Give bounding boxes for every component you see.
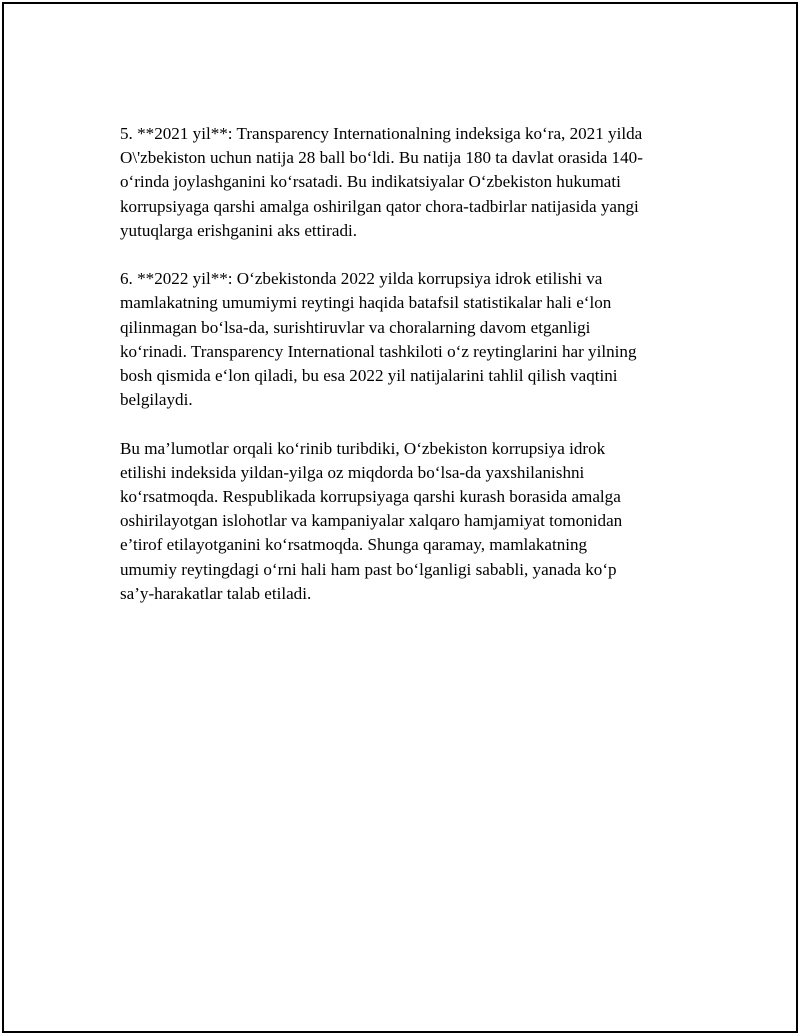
text-line: 5. **2021 yil**: Transparency Internationalning indeksiga ko‘ra, 2021 yilda	[120, 124, 643, 143]
text-line: belgilaydi.	[120, 390, 193, 410]
text-line: mamlakatning umumiymi reytingi haqida batafsil statistikalar hali e‘lon	[120, 293, 612, 313]
text-line: sa’y-harakatlar talab etiladi.	[120, 583, 312, 603]
text-line: o‘rinda joylashganini ko‘rsatadi. Bu indikatsiyalar O‘zbekiston hukumati	[120, 172, 621, 192]
text-line: etilishi indeksida yildan-yilga oz miqdorda bo‘lsa-da yaxshilanishni	[120, 462, 585, 482]
text-line: qilinmagan bo‘lsa-da, surishtiruvlar va choralarning davom etganligi	[120, 317, 591, 337]
page-frame	[2, 2, 798, 1033]
text-line: korrupsiyaga qarshi amalga oshirilgan qator chora-tadbirlar natijasida yangi	[120, 196, 639, 216]
document-body	[120, 122, 690, 630]
text-line: oshirilayotgan islohotlar va kampaniyalar xalqaro hamjamiyat tomonidan	[120, 511, 623, 531]
text-line: yutuqlarga erishganini aks ettiradi.	[120, 220, 358, 240]
text-line: e’tirof etilayotganini ko‘rsatmoqda. Shunga qaramay, mamlakatning	[120, 535, 588, 555]
text-line: O\'zbekiston uchun natija 28 ball bo‘ldi. Bu natija 180 ta davlat orasida 140-	[120, 148, 643, 168]
text-line: ko‘rinadi. Transparency International tashkiloti o‘z reytinglarini har yilning	[120, 341, 637, 361]
paragraph-2022	[120, 267, 690, 412]
paragraph-conclusion	[120, 437, 690, 606]
text-line: Bu ma’lumotlar orqali ko‘rinib turibdiki, O‘zbekiston korrupsiya idrok	[120, 438, 606, 458]
text-line: umumiy reytingdagi o‘rni hali ham past bo‘lganligi sababli, yanada ko‘p	[120, 559, 617, 579]
text-line: 6. **2022 yil**: O‘zbekistonda 2022 yilda korrupsiya idrok etilishi va	[120, 269, 603, 289]
text-line: bosh qismida e‘lon qiladi, bu esa 2022 yil natijalarini tahlil qilish vaqtini	[120, 366, 618, 386]
paragraph-2021	[120, 122, 690, 243]
text-line: ko‘rsatmoqda. Respublikada korrupsiyaga qarshi kurash borasida amalga	[120, 487, 621, 507]
